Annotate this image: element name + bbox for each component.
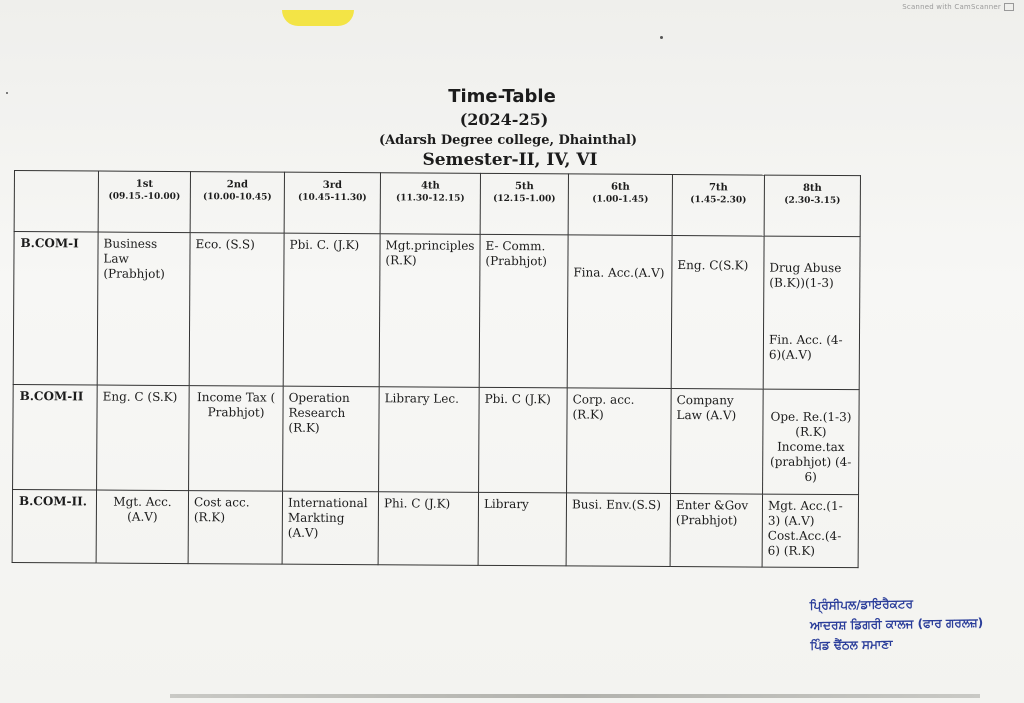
schedule-cell: Eco. (S.S) xyxy=(189,233,284,387)
schedule-cell: Library Lec. xyxy=(379,387,480,493)
schedule-cell: Cost acc. (R.K) xyxy=(188,491,282,565)
doc-title: Time-Table xyxy=(448,86,556,107)
college-name: (Adarsh Degree college, Dhainthal) xyxy=(378,133,638,148)
yellow-mark xyxy=(282,10,354,26)
schedule-cell: Pbi. C (J.K) xyxy=(479,387,568,493)
class-label: B.COM-II xyxy=(13,384,98,490)
doc-year: (2024-25) xyxy=(459,110,549,129)
schedule-cell-split xyxy=(763,236,860,390)
schedule-cell: Mgt. Acc. (A.V) xyxy=(96,490,188,564)
split-second: Fin. Acc. (4-6)(A.V) xyxy=(768,332,843,362)
schedule-cell: Phi. C (J.K) xyxy=(378,492,478,566)
period-time: (1.00-1.45) xyxy=(592,194,649,205)
scanner-watermark xyxy=(902,3,1014,11)
schedule-cell: Corp. acc. (R.K) xyxy=(567,388,672,494)
class-label: B.COM-I xyxy=(13,232,98,386)
schedule-cell: Company Law (A.V) xyxy=(671,389,764,495)
split-second: Income.tax (prabhjot) (4-6) xyxy=(770,439,852,484)
schedule-cell: International Markting (A.V) xyxy=(282,491,378,565)
split-first: Drug Abuse (B.K))(1-3) xyxy=(769,260,842,291)
schedule-cell: Mgt.principles (R.K) xyxy=(379,234,480,388)
schedule-cell: Business Law (Prabhjot) xyxy=(97,232,190,386)
period-time: (1.45-2.30) xyxy=(690,195,747,206)
stamp-line: ਆਦਰਸ਼ ਡਿਗਰੀ ਕਾਲਜ (ਫਾਰ ਗਰਲਜ਼) xyxy=(809,615,984,633)
schedule-cell: E- Comm. (Prabhjot) xyxy=(479,234,568,388)
page-edge-shadow xyxy=(170,694,980,698)
table-row xyxy=(12,489,858,567)
schedule-cell: Operation Research (R.K) xyxy=(283,386,380,492)
speck xyxy=(660,36,663,39)
period-time: (10.00-10.45) xyxy=(202,192,272,203)
period-header: 6th (1.00-1.45) xyxy=(568,174,672,236)
schedule-cell: Eng. C (S.K) xyxy=(97,385,190,491)
corner-cell xyxy=(14,171,98,233)
stamp-line: ਪ੍ਰਿੰਸੀਪਲ/ਡਾਇਰੈਕਟਰ xyxy=(809,596,914,613)
period-header: 8th (2.30-3.15) xyxy=(764,175,860,237)
period-header: 4th (11.30-12.15) xyxy=(380,173,480,235)
period-header: 3rd (10.45-11.30) xyxy=(284,172,380,234)
period-time: (09.15.-10.00) xyxy=(108,191,181,203)
scanner-icon xyxy=(1004,3,1014,11)
period-header-row xyxy=(14,171,860,237)
principal-stamp xyxy=(809,592,983,655)
semester-heading: Semester-II, IV, VI xyxy=(422,150,598,170)
period-time: (10.45-11.30) xyxy=(297,192,367,204)
period-time: (12.15-1.00) xyxy=(493,193,556,205)
timetable xyxy=(12,170,860,558)
schedule-cell: Fina. Acc.(A.V) xyxy=(567,235,672,389)
period-header: 7th (1.45-2.30) xyxy=(672,175,764,237)
schedule-cell: Enter &Gov (Prabhjot) xyxy=(670,494,762,568)
period-header: 2nd (10.00-10.45) xyxy=(190,172,284,234)
schedule-cell: Library xyxy=(478,492,566,566)
period-header: 1st (09.15.-10.00) xyxy=(98,171,190,233)
table-row xyxy=(13,232,860,390)
split-second: Cost.Acc.(4-6) (R.K) xyxy=(767,528,842,558)
period-time: (11.30-12.15) xyxy=(395,193,465,204)
schedule-cell: Pbi. C. (J.K) xyxy=(283,233,380,387)
period-header: 5th (12.15-1.00) xyxy=(480,173,568,235)
stamp-line: ਪਿੰਡ ਢੈਂਠਲ ਸਮਾਣਾ xyxy=(810,637,893,653)
schedule-cell-split xyxy=(763,389,860,495)
schedule-cell-split xyxy=(762,494,858,568)
watermark-text: Scanned with CamScanner xyxy=(902,3,1001,11)
table-row xyxy=(13,384,860,494)
period-time: (2.30-3.15) xyxy=(784,195,841,207)
split-first: Ope. Re.(1-3) (R.K) xyxy=(770,409,852,439)
schedule-cell: Eng. C(S.K) xyxy=(671,236,764,390)
split-first: Mgt. Acc.(1-3) (A.V) xyxy=(767,498,843,528)
class-label: B.COM-II. xyxy=(12,489,96,563)
schedule-cell: Income Tax ( Prabhjot) xyxy=(189,386,284,492)
schedule-cell: Busi. Env.(S.S) xyxy=(566,493,670,567)
